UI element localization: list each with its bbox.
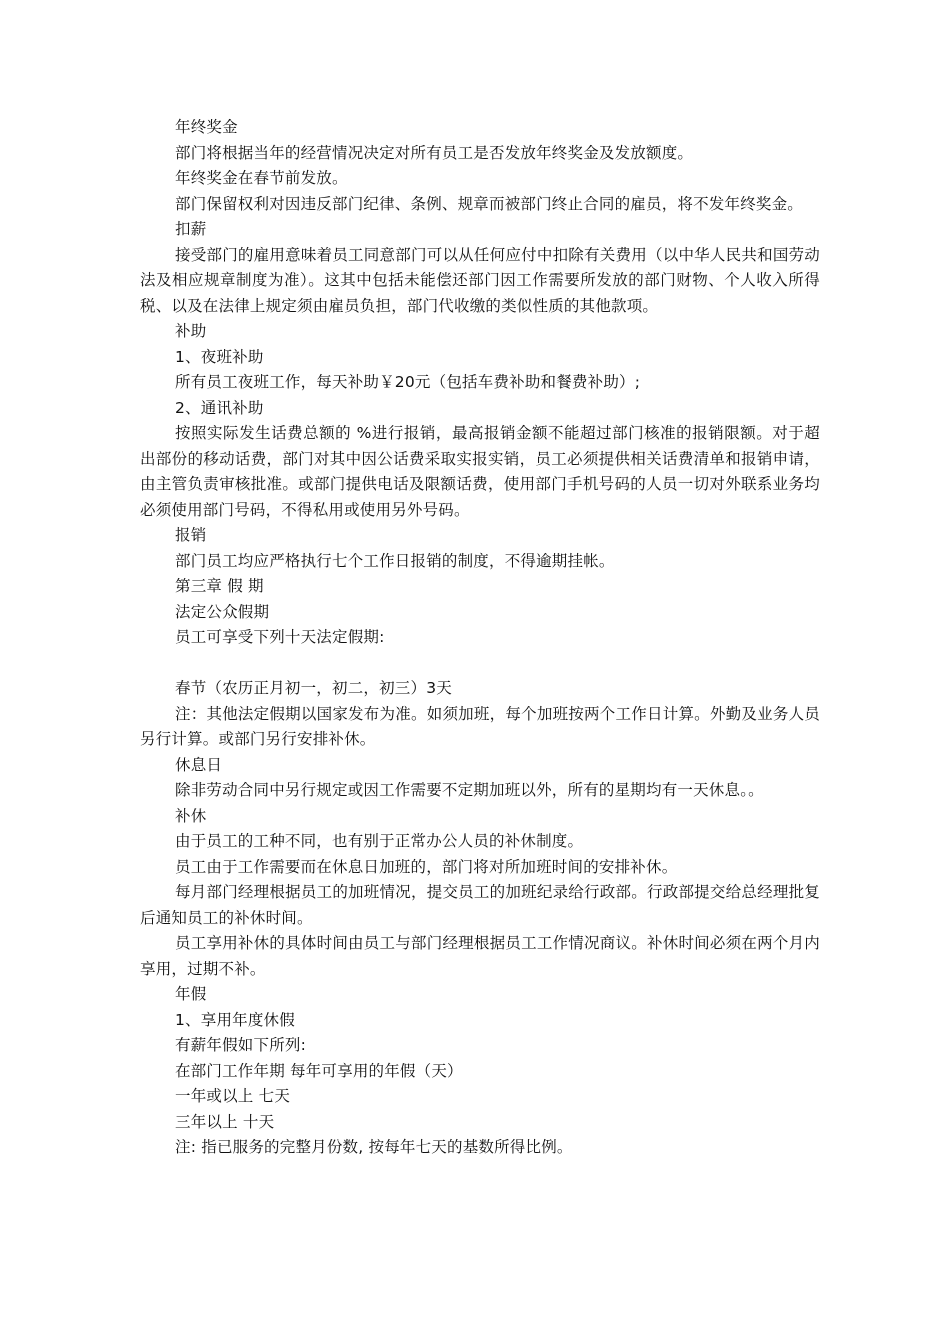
paragraph: 年终奖金在春节前发放。: [175, 169, 348, 187]
section-heading-year-end-bonus: 年终奖金: [175, 118, 238, 136]
section-heading-reimbursement: 报销: [175, 526, 207, 544]
paragraph: 员工可享受下列十天法定假期:: [175, 628, 385, 646]
paragraph: 部门保留权利对因违反部门纪律、条例、规章而被部门终止合同的雇员，将不发年终奖金。: [175, 194, 804, 213]
section-heading-rest-day: 休息日: [175, 755, 223, 774]
paragraph: 部门将根据当年的经营情况决定对所有员工是否发放年终奖金及发放额度。: [175, 143, 694, 162]
document-body: [140, 115, 820, 1161]
paragraph: 每月部门经理根据员工的加班情况，提交员工的加班纪录给行政部。行政部提交给总经理批复后通知员工的补休时间。: [140, 883, 820, 927]
paragraph: 由于员工的工种不同，也有别于正常办公人员的补休制度。: [175, 832, 584, 850]
paragraph: 部门员工均应严格执行七个工作日报销的制度，不得逾期挂帐。: [175, 551, 615, 570]
section-heading-compensatory-leave: 补休: [175, 806, 207, 825]
paragraph: 有薪年假如下所列:: [175, 1036, 307, 1054]
paragraph: 所有员工夜班工作，每天补助￥20元（包括车费补助和餐费补助）;: [175, 373, 641, 391]
paragraph: 员工享用补休的具体时间由员工与部门经理根据员工工作情况商议。补休时间必须在两个月内享用，过期不补。: [140, 934, 820, 978]
blank-line: [140, 651, 820, 677]
table-header-line: 在部门工作年期 每年可享用的年假（天）: [175, 1061, 463, 1080]
section-heading-annual-leave: 年假: [175, 985, 207, 1003]
paragraph: 春节（农历正月初一，初二，初三）3天: [175, 679, 452, 697]
paragraph: 接受部门的雇用意味着员工同意部门可以从任何应付中扣除有关费用（以中华人民共和国劳动法及相应规章制度为准）。这其中包括未能偿还部门因工作需要所发放的部门财物、个人收入所得税、以及在法律上规定须由雇员负担，部门代收缴的类似性质的其他款项。: [140, 245, 820, 315]
table-row-line: 一年或以上 七天: [175, 1087, 291, 1105]
paragraph: 员工由于工作需要而在休息日加班的，部门将对所加班时间的安排补休。: [175, 857, 678, 876]
section-heading-public-holidays: 法定公众假期: [175, 602, 270, 621]
subheading: 2、通讯补助: [175, 398, 264, 417]
paragraph: 除非劳动合同中另行规定或因工作需要不定期加班以外，所有的星期均有一天休息。。: [175, 781, 764, 799]
note: 注: 指已服务的完整月份数, 按每年七天的基数所得比例。: [175, 1138, 573, 1156]
section-heading-allowance: 补助: [175, 322, 207, 340]
section-heading-deduction: 扣薪: [175, 220, 207, 238]
paragraph: 按照实际发生话费总额的 %进行报销，最高报销金额不能超过部门核准的报销限额。对于超出部份的移动话费，部门对其中因公话费采取实报实销，员工必须提供相关话费清单和报销申请，由主管负责审核批准。或部门提供电话及限额话费，使用部门手机号码的人员一切对外联系业务均必须使用部门号码，不得私用或使用另外号码。: [140, 424, 820, 519]
subheading: 1、夜班补助: [175, 347, 264, 366]
note: 注：其他法定假期以国家发布为准。如须加班，每个加班按两个工作日计算。外勤及业务人员另行计算。或部门另行安排补休。: [140, 704, 820, 748]
subheading: 1、享用年度休假: [175, 1010, 295, 1029]
table-row-line: 三年以上 十天: [175, 1112, 275, 1131]
chapter-heading: 第三章 假 期: [175, 577, 264, 595]
